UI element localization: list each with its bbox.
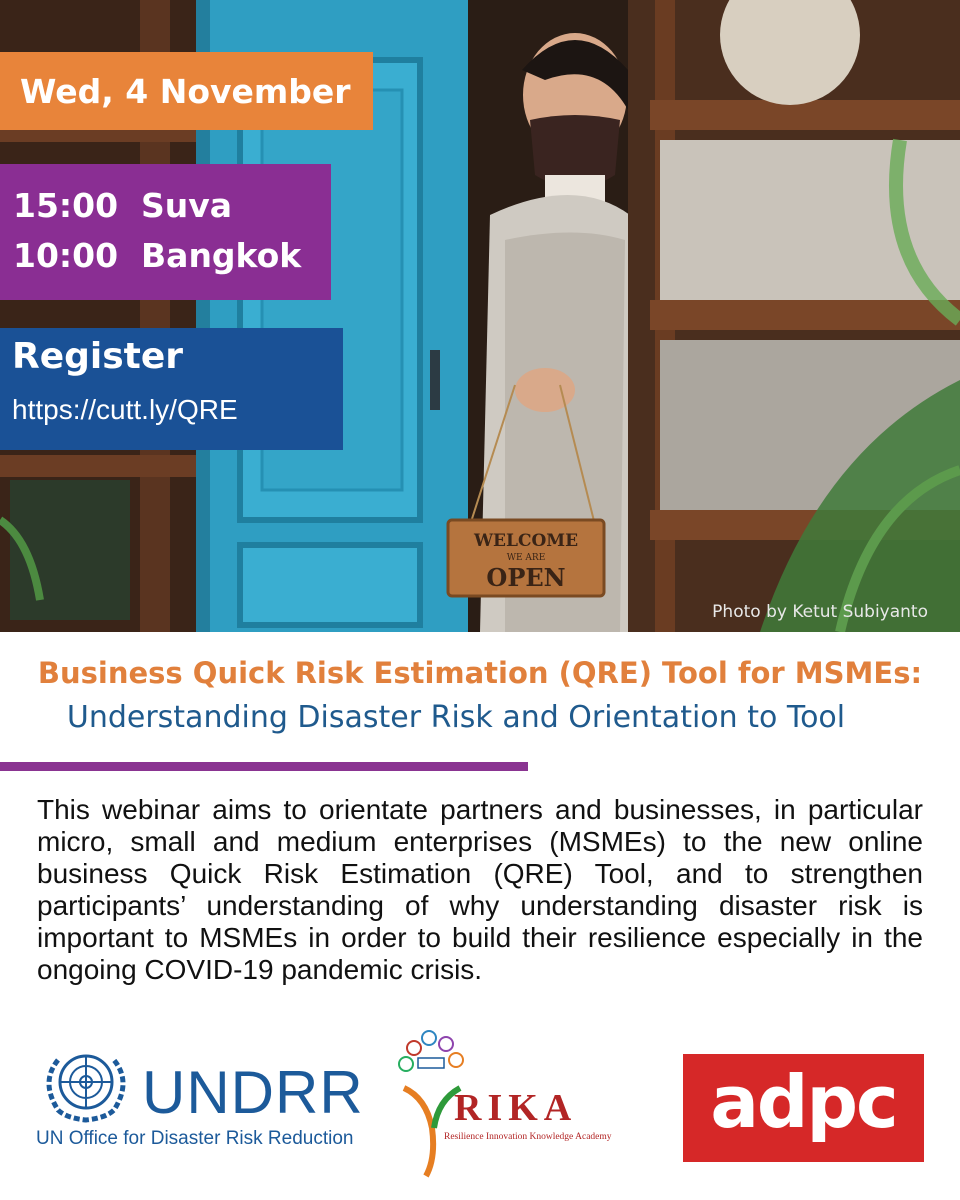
adpc-name: adpc [710,1060,897,1144]
undrr-full-name: UN Office for Disaster Risk Reduction [36,1128,354,1149]
event-date: Wed, 4 November [20,72,351,111]
sign-line3: OPEN [486,563,566,592]
time-banner [0,164,331,300]
undrr-logo [36,1040,364,1160]
title-divider [0,762,528,771]
rika-name: RIKA [454,1087,578,1129]
rika-full-name: Resilience Innovation Knowledge Academy [444,1132,612,1142]
time-bangkok: 10:00 Bangkok [13,236,302,275]
title-line2: Understanding Disaster Risk and Orientation to Tool [66,700,846,735]
register-label: Register [12,336,184,377]
title-line1: Business Quick Risk Estimation (QRE) Tool for MSMEs: [37,656,923,690]
time-suva: 15:00 Suva [13,186,233,225]
sign-line2: WE ARE [506,553,546,563]
register-link[interactable]: https://cutt.ly/QRE [12,394,238,425]
description: This webinar aims to orientate partners and businesses, in particular micro, small and medium enterprises (MSMEs) to the new online business Quick Risk Estimation (QRE) Tool, and to strengthen participants’ understanding of why understanding disaster risk is important to MSMEs in order to build their resilience especially in the ongoing COVID-19 pandemic crisis. [37,794,923,985]
rika-logo [396,1028,612,1178]
adpc-logo [683,1054,924,1162]
register-banner [0,328,343,450]
date-banner [0,52,373,130]
undrr-name: UNDRR [142,1059,364,1126]
un-emblem-icon [36,1040,136,1124]
sign-line1: WELCOME [473,531,579,551]
photo-credit: Photo by Ketut Subiyanto [712,602,928,622]
